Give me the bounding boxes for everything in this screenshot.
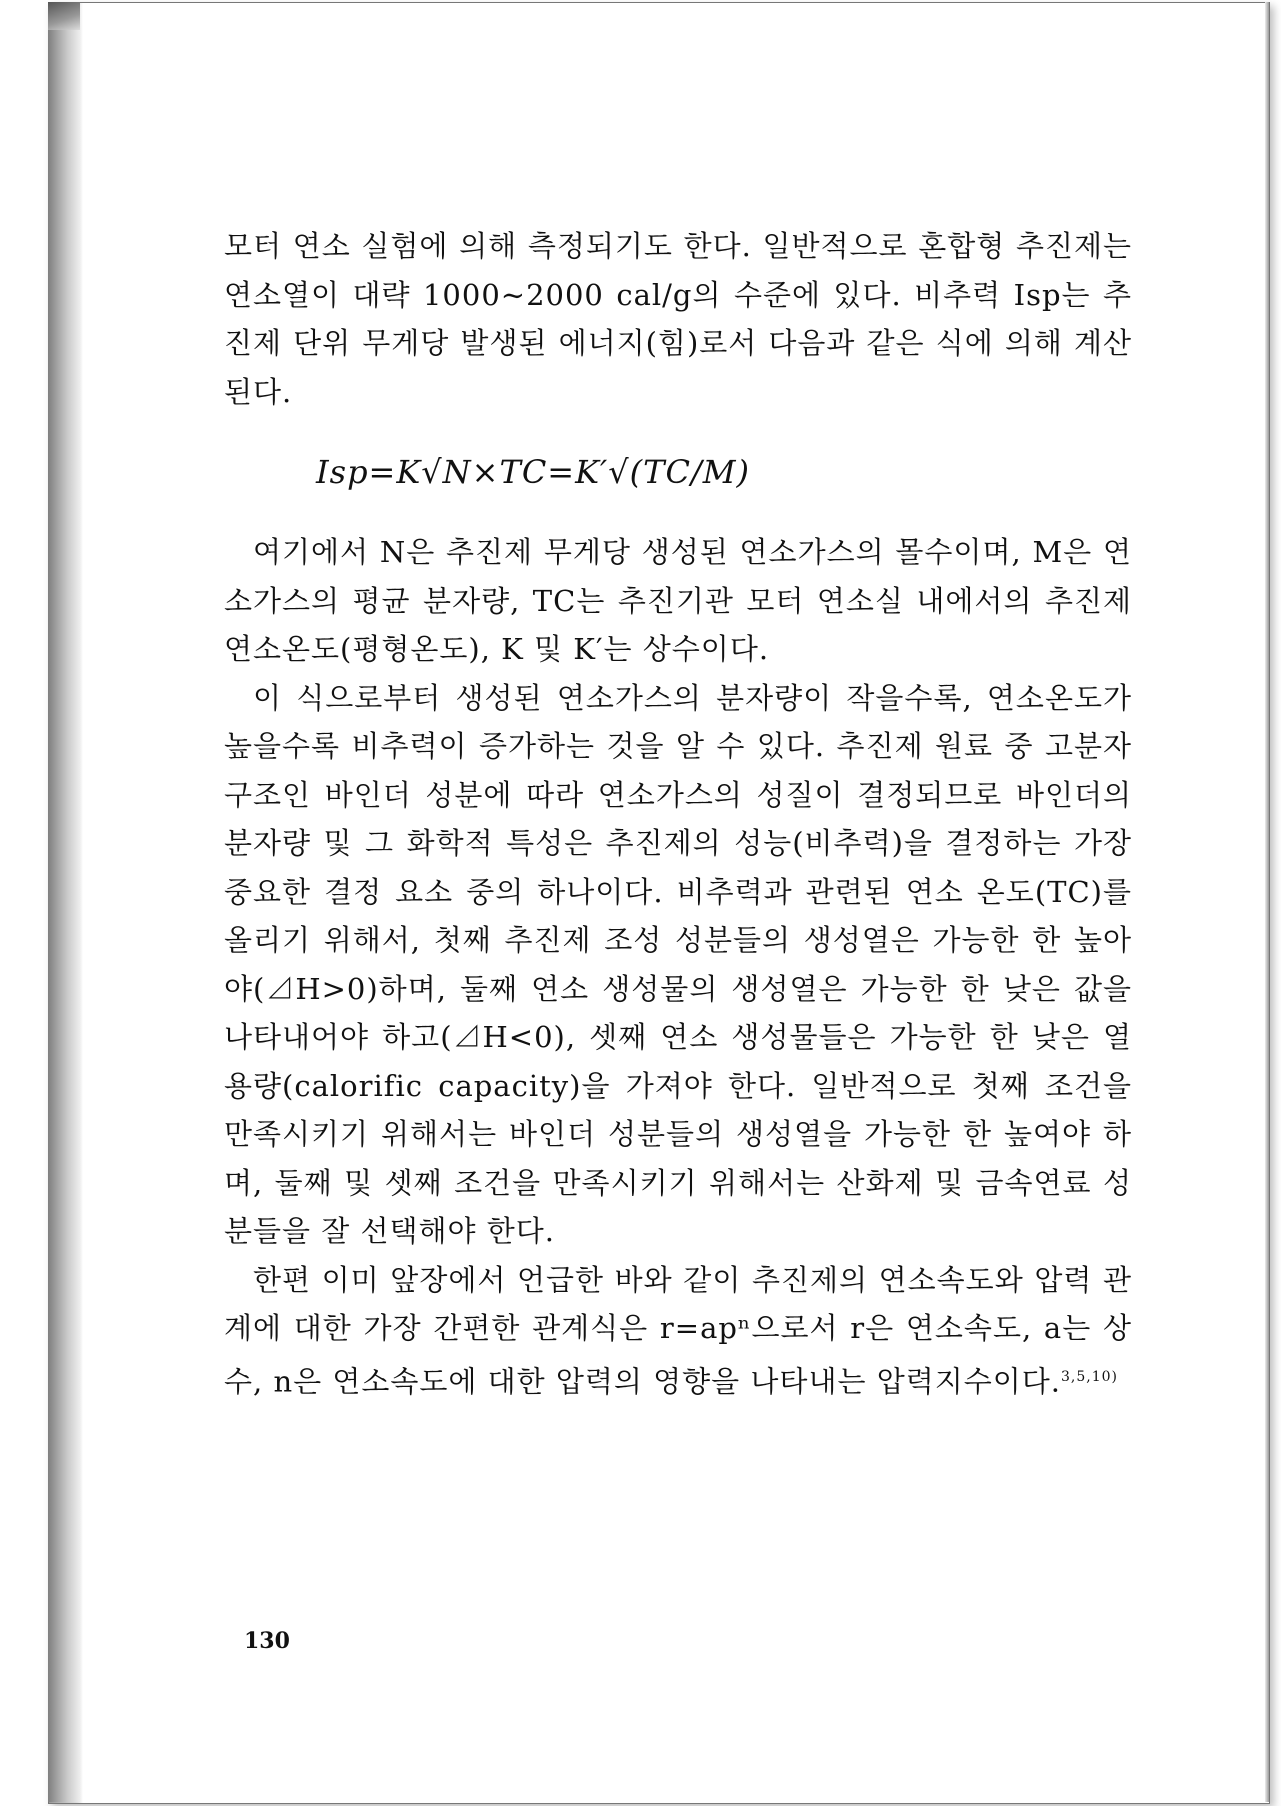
- isp-formula: [224, 416, 1132, 528]
- paragraph-3: 이 식으로부터 생성된 연소가스의 분자량이 작을수록, 연소온도가 높을수록 비추력이 증가하는 것을 알 수 있다. 추진제 원료 중 고분자 구조인 바인더 성분에 따라 연소가스의 성질이 결정되므로 바인더의 분자량 및 그 화학적 특성은 추진제의 성능(비추력)을 결정하는 가장 중요한 결정 요소 중의 하나이다. 비추력과 관련된 연소 온도(TC)를 올리기 위해서, 첫째 추진제 조성 성분들의 생성열은 가능한 한 높아야(⊿H>0)하며, 둘째 연소 생성물의 생성열은 가능한 한 낮은 값을 나타내어야 하고(⊿H<0), 셋째 연소 생성물들은 가능한 한 낮은 열용량(calorific capacity)을 가져야 한다. 일반적으로 첫째 조건을 만족시키기 위해서는 바인더 성분들의 생성열을 가능한 한 높여야 하며, 둘째 및 셋째 조건을 만족시키기 위해서는 산화제 및 금속연료 성분들을 잘 선택해야 한다.: [224, 680, 1132, 1248]
- page-fold: [48, 2, 80, 30]
- body-text: [224, 222, 1132, 1406]
- reference-superscript: 3,5,10): [1061, 1368, 1118, 1385]
- book-spine: [48, 2, 80, 1802]
- page-number: 130: [244, 1628, 290, 1654]
- paragraph-2: 여기에서 N은 추진제 무게당 생성된 연소가스의 몰수이며, M은 연소가스의 평균 분자량, TC는 추진기관 모터 연소실 내에서의 추진제 연소온도(평형온도), K 및 K′는 상수이다.: [224, 535, 1132, 666]
- formula-text: Isp=K√N×TC=K′√(TC/M): [316, 452, 751, 491]
- paragraph-4: [224, 1256, 1132, 1406]
- paragraph-1: 모터 연소 실험에 의해 측정되기도 한다. 일반적으로 혼합형 추진제는 연소열이 대략 1000∼2000 cal/g의 수준에 있다. 비추력 Isp는 추진제 단위 무게당 발생된 에너지(힘)로서 다음과 같은 식에 의해 계산된다.: [224, 229, 1132, 409]
- paragraph-4-text: 한편 이미 앞장에서 언급한 바와 같이 추진제의 연소속도와 압력 관계에 대한 가장 간편한 관계식은 r=apⁿ으로서 r은 연소속도, a는 상수, n은 연소속도에 대한 압력의 영향을 나타내는 압력지수이다.: [224, 1262, 1132, 1399]
- page-edge: [1265, 2, 1269, 1802]
